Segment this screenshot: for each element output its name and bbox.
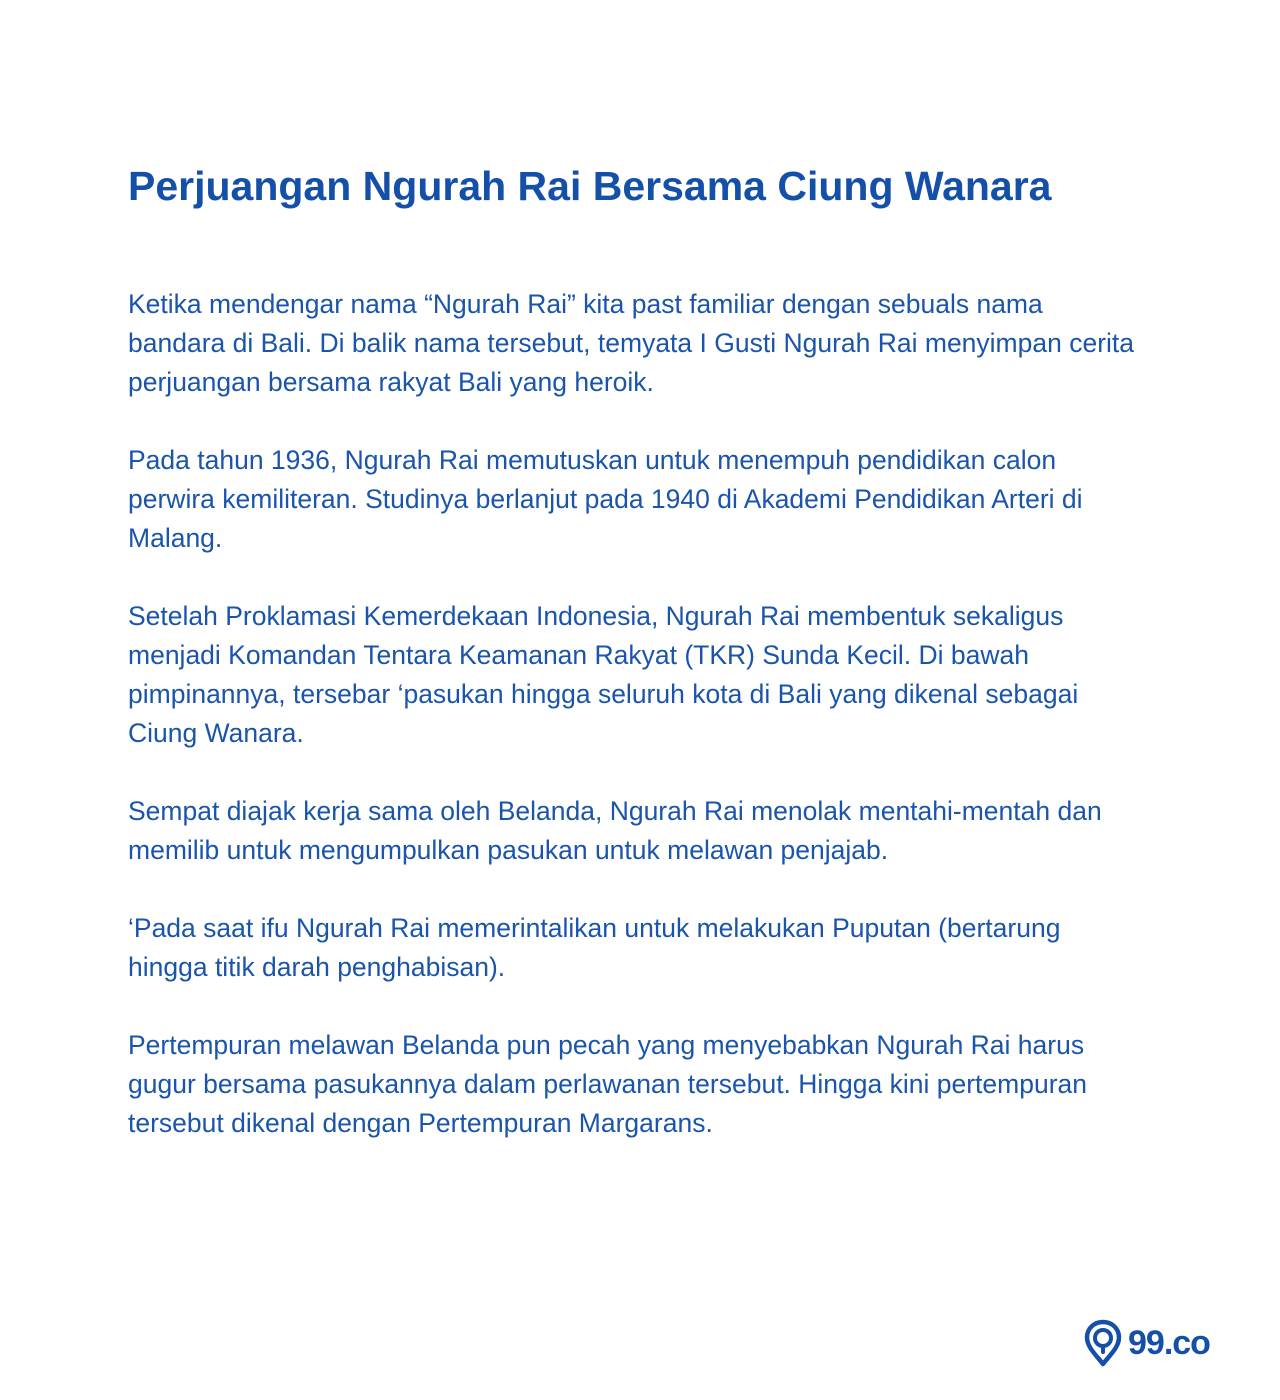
brand-logo [1084,1318,1224,1368]
paragraph-3: Setelah Proklamasi Kemerdekaan Indonesia, Ngurah Rai membentuk sekaligus menjadi Komandan Tentara Keamanan Rakyat (TKR) Sunda Kecil. Di bawah pimpinannya, tersebar ‘pasukan hingga seluruh kota di Bali yang dikenal sebagai Ciung Wanara. [128,601,1079,748]
paragraph-2: Pada tahun 1936, Ngurah Rai memutuskan untuk menempuh pendidikan calon perwira kemiliteran. Studinya berlanjut pada 1940 di Akademi Pendidikan Arteri di Malang. [128,445,1083,553]
paragraph-6: Pertempuran melawan Belanda pun pecah yang menyebabkan Ngurah Rai harus gugur bersama pasukannya dalam perlawanan tersebut. Hingga kini pertempuran tersebut dikenal dengan Pertempuran Margarans. [128,1030,1087,1138]
paragraph-4: Sempat diajak kerja sama oleh Belanda, Ngurah Rai menolak mentahi-mentah dan memilib untuk mengumpulkan pasukan untuk melawan penjajab. [128,796,1102,865]
location-pin-icon [1084,1319,1122,1367]
article-title: Perjuangan Ngurah Rai Bersama Ciung Wanara [128,163,1052,209]
paragraph-5: ‘Pada saat ifu Ngurah Rai memerintalikan untuk melakukan Puputan (bertarung hingga titik darah penghabisan). [128,913,1061,982]
article [128,158,1138,1182]
brand-logo-text: 99.co [1128,1323,1210,1362]
paragraph-1: Ketika mendengar nama “Ngurah Rai” kita past familiar dengan sebuals nama bandara di Bali. Di balik nama tersebut, temyata I Gusti Ngurah Rai menyimpan cerita perjuangan bersama rakyat Bali yang heroik. [128,289,1135,397]
